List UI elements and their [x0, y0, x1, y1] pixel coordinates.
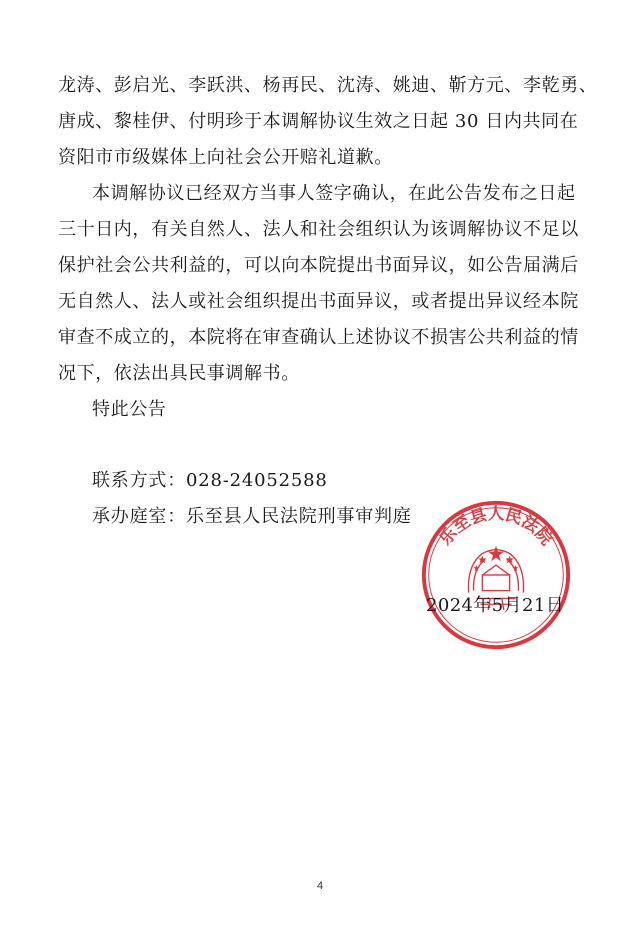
body-line: 保护社会公共利益的，可以向本院提出书面异议，如公告届满后: [58, 255, 579, 276]
svg-text:乐至县人民法院: [436, 504, 558, 549]
body-line: 况下，依法出具民事调解书。: [58, 363, 300, 384]
body-line: 三十日内，有关自然人、法人和社会组织认为该调解协议不足以: [58, 219, 579, 240]
closing-line: 特此公告: [92, 399, 167, 420]
body-line: 审查不成立的，本院将在审查确认上述协议不损害公共利益的情: [58, 327, 579, 348]
body-line: 唐成、黎桂伊、付明珍于本调解协议生效之日起 30 日内共同在: [58, 111, 579, 132]
contact-office: 承办庭室：乐至县人民法院刑事审判庭: [92, 506, 412, 527]
document-date: 2024年5月21日: [426, 595, 565, 616]
body-line: 龙涛、彭启光、李跃洪、杨再民、沈涛、姚迪、靳方元、李乾勇、: [58, 75, 598, 96]
seal-text: 乐至县人民法院: [435, 504, 557, 549]
body-line: 本调解协议已经双方当事人签字确认，在此公告发布之日起: [92, 183, 576, 204]
body-line: 资阳市市级媒体上向社会公开赔礼道歉。: [58, 147, 393, 168]
announcement-body: [58, 68, 598, 428]
contact-phone: 联系方式：028-24052588: [92, 470, 328, 491]
contact-block: [92, 463, 412, 535]
page-number: 4: [316, 880, 324, 892]
body-line: 无自然人、法人或社会组织提出书面异议，或者提出异议经本院: [58, 291, 579, 312]
court-seal-icon: [418, 497, 574, 653]
